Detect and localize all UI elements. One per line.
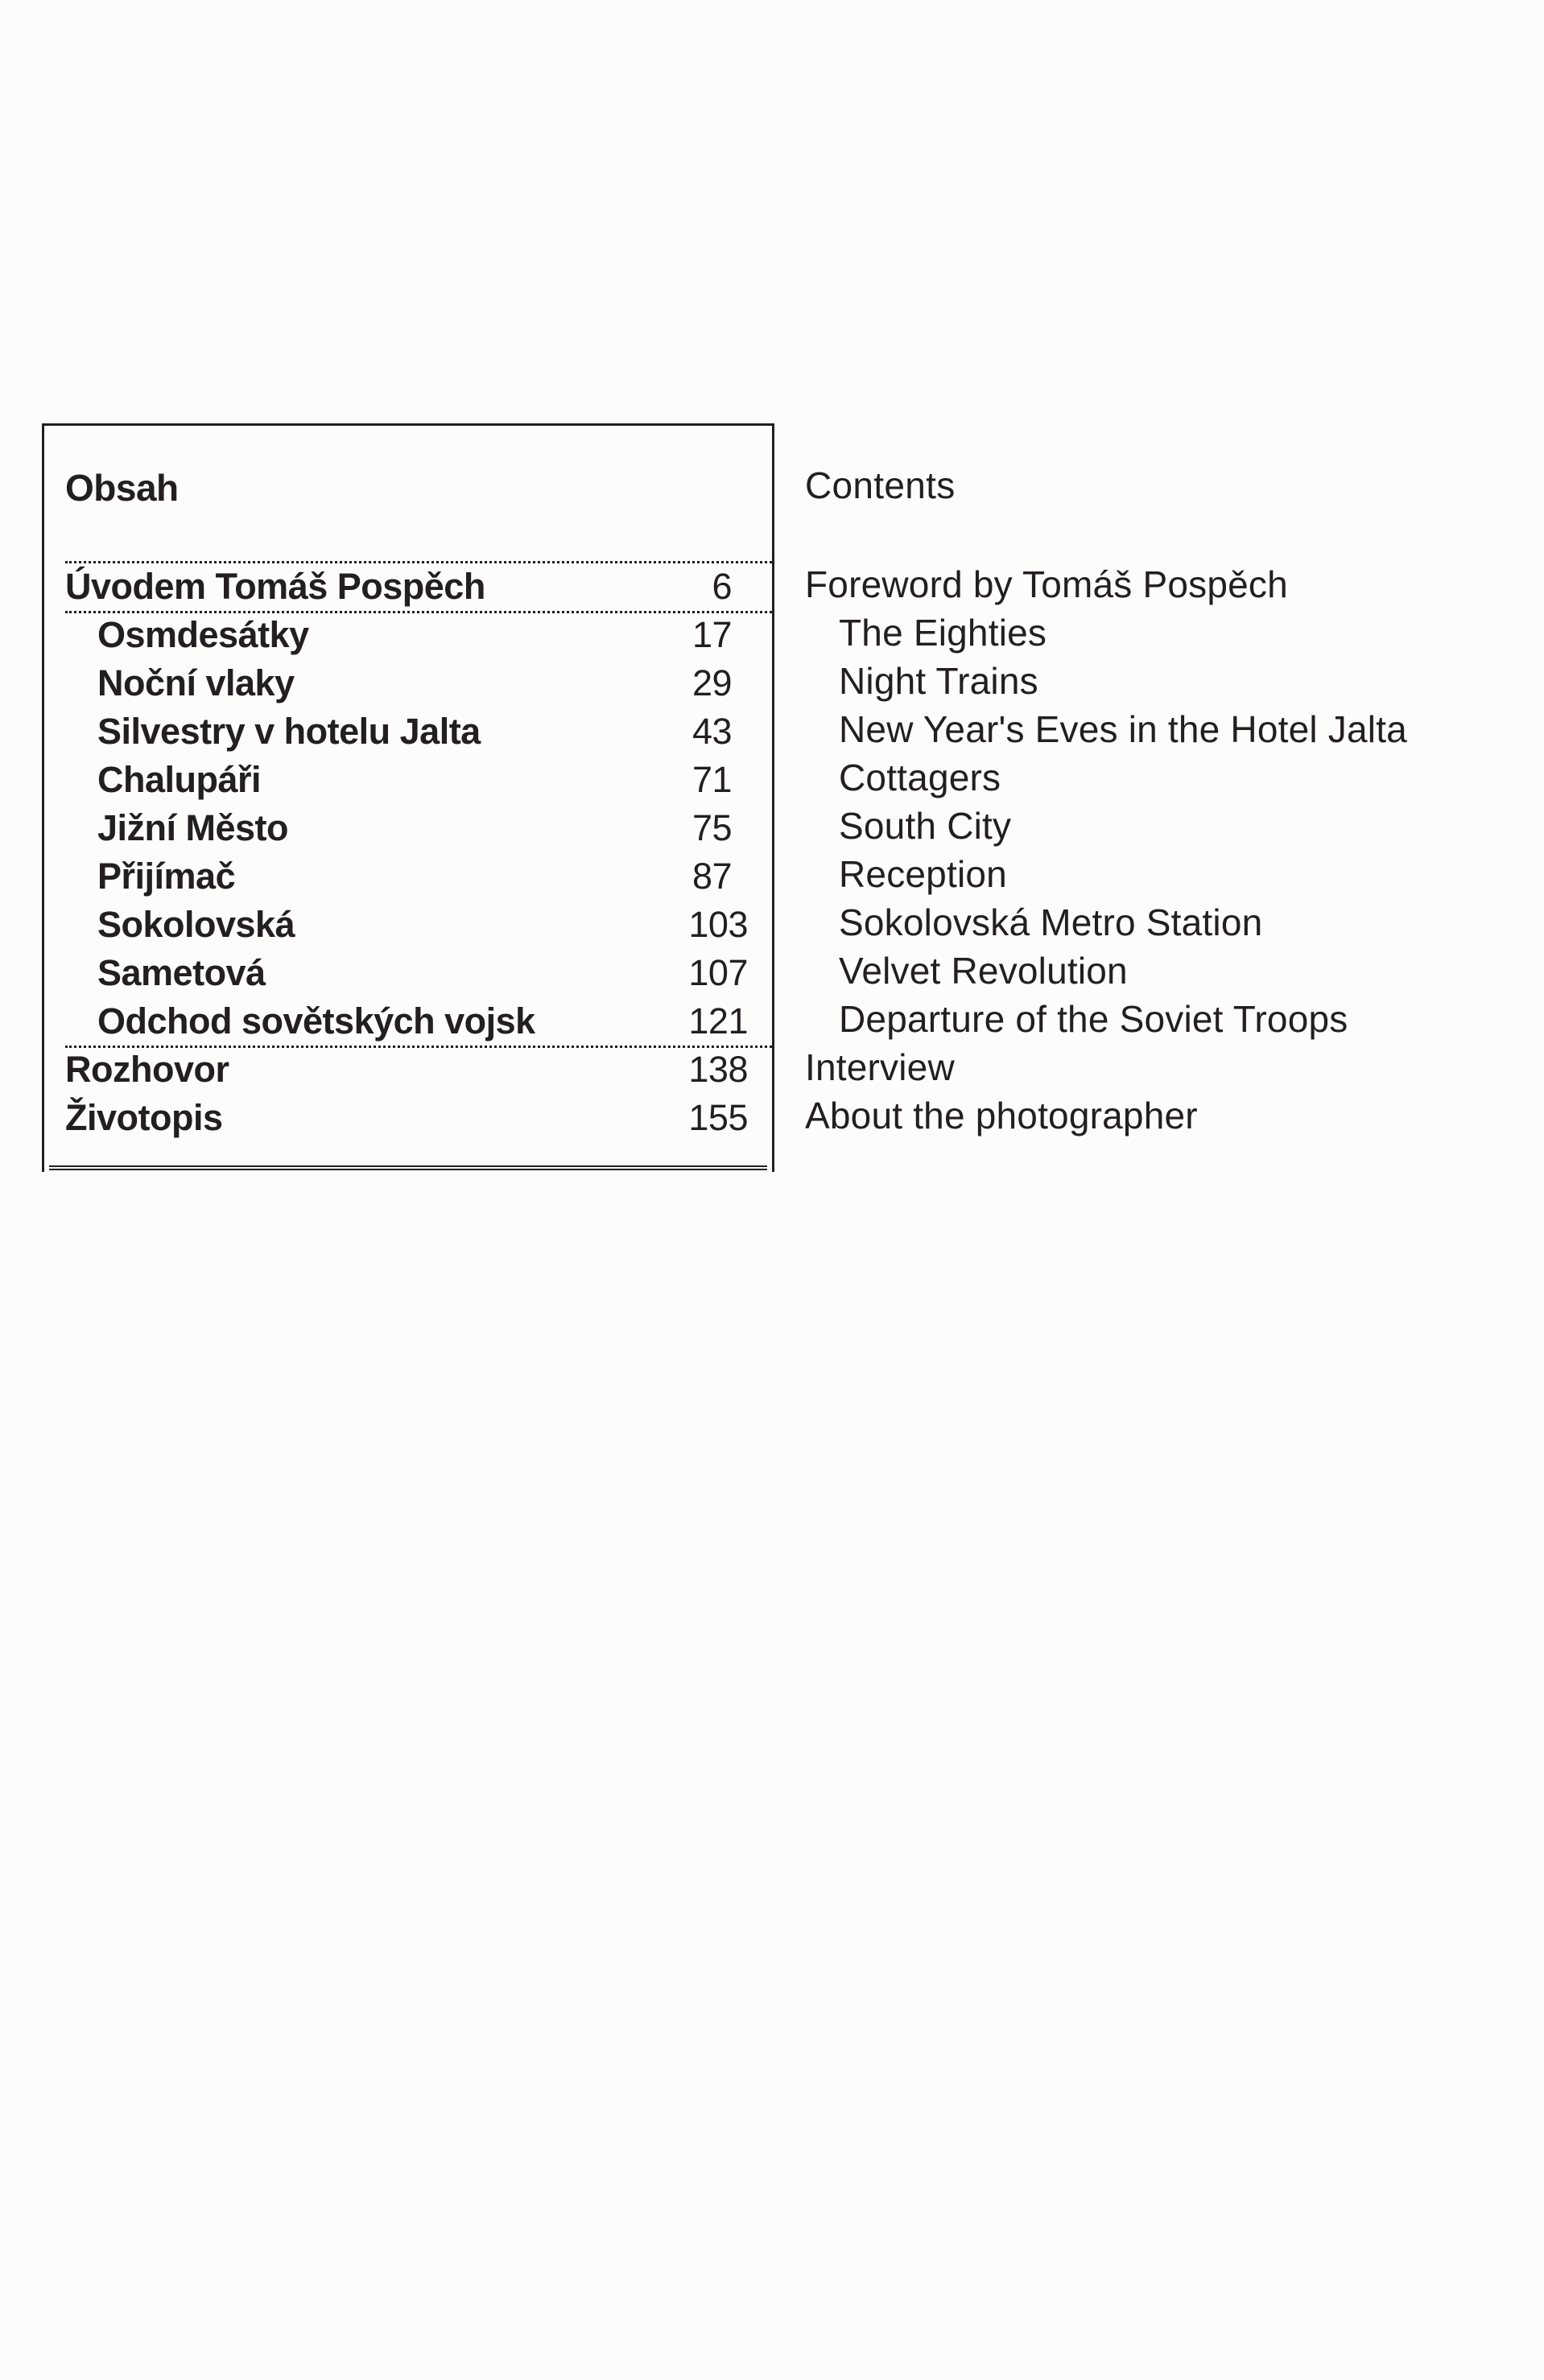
double-rule-bottom bbox=[49, 1165, 767, 1170]
toc-entry-title: Odchod sovětských vojsk bbox=[97, 1000, 535, 1042]
toc-entry-title: Sametová bbox=[97, 952, 266, 993]
toc-entry-en-about[interactable]: About the photographer bbox=[805, 1095, 1198, 1136]
toc-entry-en-interview[interactable]: Interview bbox=[805, 1046, 955, 1088]
toc-entry-sokolovska[interactable] bbox=[44, 901, 772, 949]
toc-entry-sametova[interactable] bbox=[44, 949, 772, 997]
toc-entry-rozhovor[interactable] bbox=[44, 1046, 772, 1094]
toc-entry-en-south-city[interactable]: South City bbox=[839, 805, 1012, 847]
toc-entry-nocni-vlaky[interactable] bbox=[44, 659, 772, 707]
toc-entry-page: 121 bbox=[688, 1000, 748, 1042]
toc-entry-page: 155 bbox=[688, 1097, 748, 1138]
toc-entry-en-cottagers[interactable]: Cottagers bbox=[839, 757, 1001, 798]
toc-entry-jizni-mesto[interactable] bbox=[44, 804, 772, 852]
toc-entry-osmdesatky[interactable] bbox=[44, 611, 772, 659]
toc-entry-en-sokolovska[interactable]: Sokolovská Metro Station bbox=[839, 901, 1263, 943]
toc-entry-en-reception[interactable]: Reception bbox=[839, 853, 1007, 895]
toc-entry-en-eighties[interactable]: The Eighties bbox=[839, 612, 1047, 654]
toc-entry-page: 87 bbox=[691, 856, 732, 897]
toc-entry-zivotopis[interactable] bbox=[44, 1094, 772, 1142]
toc-entry-page: 43 bbox=[691, 711, 732, 752]
czech-contents-box bbox=[42, 423, 774, 1172]
toc-entry-prijimac[interactable] bbox=[44, 852, 772, 901]
toc-entry-title: Noční vlaky bbox=[97, 662, 295, 703]
toc-entry-page: 71 bbox=[691, 759, 732, 800]
toc-entry-silvestry[interactable] bbox=[44, 707, 772, 756]
toc-entry-page: 6 bbox=[712, 566, 732, 607]
toc-entry-en-departure[interactable]: Departure of the Soviet Troops bbox=[839, 998, 1348, 1040]
toc-entry-title: Rozhovor bbox=[65, 1049, 229, 1090]
english-contents-heading: Contents bbox=[805, 464, 956, 506]
toc-entry-page: 103 bbox=[688, 904, 748, 945]
toc-entry-title: Jižní Město bbox=[97, 807, 289, 848]
toc-entry-en-velvet[interactable]: Velvet Revolution bbox=[839, 950, 1128, 992]
toc-entry-page: 29 bbox=[691, 662, 732, 703]
toc-entry-page: 17 bbox=[691, 614, 732, 655]
toc-entry-title: Silvestry v hotelu Jalta bbox=[97, 711, 481, 752]
toc-entry-page: 75 bbox=[691, 807, 732, 848]
czech-contents-heading: Obsah bbox=[65, 467, 179, 509]
toc-entry-title: Životopis bbox=[65, 1097, 223, 1138]
toc-entry-en-foreword[interactable]: Foreword by Tomáš Pospěch bbox=[805, 563, 1288, 605]
toc-entry-title: Osmdesátky bbox=[97, 614, 309, 655]
toc-entry-odchod[interactable] bbox=[44, 997, 772, 1046]
toc-entry-en-night-trains[interactable]: Night Trains bbox=[839, 660, 1038, 702]
toc-entry-title: Úvodem Tomáš Pospěch bbox=[65, 566, 485, 607]
toc-entry-page: 138 bbox=[688, 1049, 748, 1090]
toc-entry-en-new-years-eves[interactable]: New Year's Eves in the Hotel Jalta bbox=[839, 708, 1407, 750]
toc-entry-page: 107 bbox=[688, 952, 748, 993]
toc-entry-title: Chalupáři bbox=[97, 759, 262, 800]
toc-entry-title: Přijímač bbox=[97, 856, 236, 897]
toc-entry-chalupari[interactable] bbox=[44, 756, 772, 804]
toc-entry-title: Sokolovská bbox=[97, 904, 295, 945]
toc-entry-uvodem[interactable] bbox=[44, 563, 772, 611]
